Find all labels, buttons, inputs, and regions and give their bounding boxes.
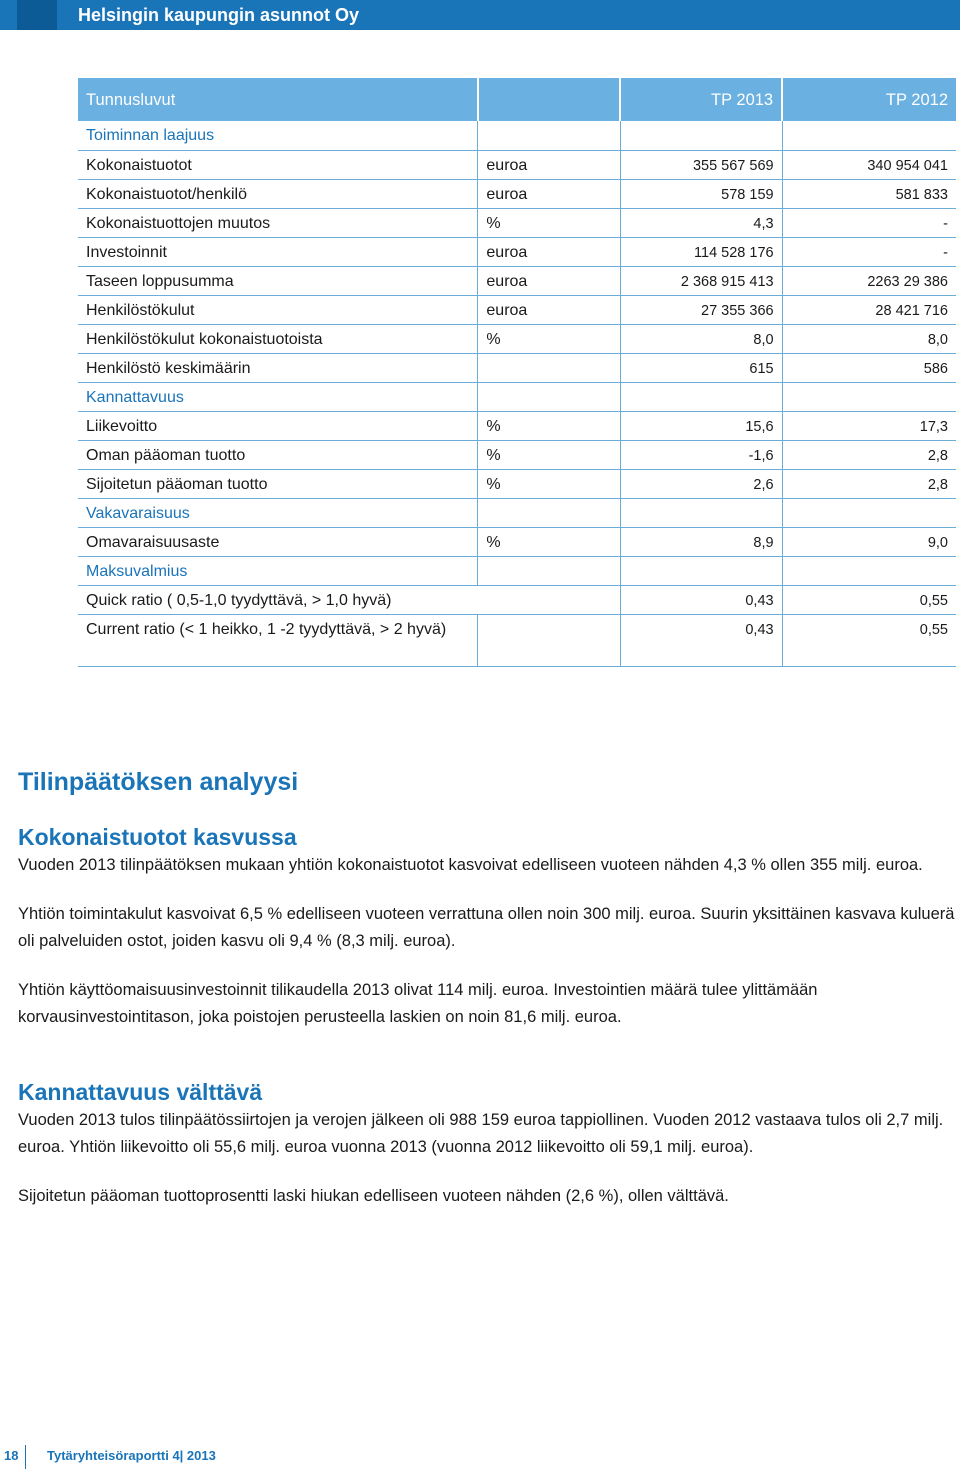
page-footer — [0, 1445, 960, 1467]
table-row — [78, 469, 956, 498]
row-unit: euroa — [478, 150, 620, 179]
row-unit: euroa — [478, 237, 620, 266]
section-label: Toiminnan laajuus — [86, 127, 215, 144]
table-row — [78, 179, 956, 208]
row-unit: % — [478, 527, 620, 556]
value-tp2012: 586 — [782, 353, 956, 382]
value-tp2012 — [782, 121, 956, 150]
table-section-row — [78, 498, 956, 527]
header-accent-block — [17, 0, 57, 30]
table-row — [78, 411, 956, 440]
row-label: Quick ratio ( 0,5-1,0 tyydyttävä, > 1,0 hyvä) — [86, 591, 392, 609]
row-label: Current ratio (< 1 heikko, 1 -2 tyydyttävä, > 2 hyvä) — [86, 620, 447, 638]
table-row — [78, 208, 956, 237]
row-unit — [478, 498, 620, 527]
row-unit: % — [478, 440, 620, 469]
value-tp2013: 578 159 — [620, 179, 782, 208]
value-tp2013 — [620, 382, 782, 411]
paragraph-result: Vuoden 2013 tulos tilinpäätössiirtojen ja verojen jälkeen oli 988 159 euroa tappiollinen. Vuoden 2012 vastaava tulos oli 2,7 milj. euroa. Yhtiön liikevoitto oli 55,6 milj. euroa vuonna 2013 (vuonna 2012 liikevoitto oli 59,1 milj. euroa). — [18, 1111, 944, 1156]
value-tp2013: 8,0 — [620, 324, 782, 353]
value-tp2013 — [620, 498, 782, 527]
value-tp2013: -1,6 — [620, 440, 782, 469]
value-tp2013: 114 528 176 — [620, 237, 782, 266]
analysis-heading: Tilinpäätöksen analyysi — [18, 768, 299, 796]
value-tp2013 — [620, 121, 782, 150]
row-label: Kokonaistuotot/henkilö — [86, 185, 247, 203]
table-row — [78, 353, 956, 382]
row-unit: euroa — [478, 266, 620, 295]
column-header-tp2012: TP 2012 — [782, 78, 956, 121]
row-label: Oman pääoman tuotto — [86, 446, 246, 464]
row-label: Taseen loppusumma — [86, 272, 234, 290]
value-tp2013: 2 368 915 413 — [620, 266, 782, 295]
row-label: Henkilöstökulut kokonaistuotoista — [86, 330, 323, 348]
table-section-row — [78, 121, 956, 150]
row-unit: % — [478, 324, 620, 353]
row-label: Henkilöstökulut — [86, 301, 195, 319]
table-section-row — [78, 382, 956, 411]
table-header-row — [78, 78, 956, 121]
page-number: 18 — [4, 1448, 19, 1463]
column-header-tp2013: TP 2013 — [620, 78, 782, 121]
value-tp2013: 8,9 — [620, 527, 782, 556]
value-tp2012: 0,55 — [782, 585, 956, 614]
paragraph-costs: Yhtiön toimintakulut kasvoivat 6,5 % edelliseen vuoteen verrattuna ollen noin 300 milj. euroa. Suurin yksittäinen kasvava kuluerä oli palveluiden ostot, joiden kasvu oli 9,4 % (8,3 milj. euroa). — [18, 905, 955, 950]
table-row — [78, 150, 956, 179]
value-tp2013: 27 355 366 — [620, 295, 782, 324]
value-tp2013: 15,6 — [620, 411, 782, 440]
row-unit: % — [478, 469, 620, 498]
table-section-row — [78, 556, 956, 585]
value-tp2012: 581 833 — [782, 179, 956, 208]
row-label: Investoinnit — [86, 243, 167, 261]
row-unit: euroa — [478, 295, 620, 324]
analysis-section — [18, 766, 958, 1210]
table-body — [78, 121, 956, 666]
row-label: Sijoitetun pääoman tuotto — [86, 475, 268, 493]
table-row — [78, 585, 956, 614]
key-figures-table — [78, 78, 956, 667]
value-tp2012: 2,8 — [782, 469, 956, 498]
column-header-label: Tunnusluvut — [78, 78, 478, 121]
table-row — [78, 614, 956, 666]
value-tp2013: 355 567 569 — [620, 150, 782, 179]
page-header-title: Helsingin kaupungin asunnot Oy — [78, 5, 360, 25]
row-unit — [478, 353, 620, 382]
subheading-revenue: Kokonaistuotot kasvussa — [18, 824, 297, 850]
value-tp2012: 340 954 041 — [782, 150, 956, 179]
value-tp2012: 2263 29 386 — [782, 266, 956, 295]
row-unit — [478, 121, 620, 150]
value-tp2012: 8,0 — [782, 324, 956, 353]
value-tp2012: 28 421 716 — [782, 295, 956, 324]
row-unit: % — [478, 208, 620, 237]
table-row — [78, 324, 956, 353]
row-unit — [478, 614, 620, 666]
column-header-unit — [478, 78, 620, 121]
footer-report-title: Tytäryhteisöraportti 4| 2013 — [47, 1448, 216, 1463]
paragraph-revenue: Vuoden 2013 tilinpäätöksen mukaan yhtiön kokonaistuotot kasvoivat edelliseen vuoteen nähden 4,3 % ollen 355 milj. euroa. — [18, 856, 923, 874]
value-tp2013: 4,3 — [620, 208, 782, 237]
row-label: Kokonaistuotot — [86, 156, 192, 174]
value-tp2013: 615 — [620, 353, 782, 382]
table-row — [78, 237, 956, 266]
value-tp2012 — [782, 556, 956, 585]
subheading-profitability: Kannattavuus välttävä — [18, 1079, 263, 1105]
value-tp2012 — [782, 382, 956, 411]
value-tp2013 — [620, 556, 782, 585]
row-unit — [478, 556, 620, 585]
paragraph-capital-return: Sijoitetun pääoman tuottoprosentti laski hiukan edelliseen vuoteen nähden (2,6 %), ollen välttävä. — [18, 1187, 729, 1205]
value-tp2012: - — [782, 208, 956, 237]
table-row — [78, 295, 956, 324]
footer-divider — [25, 1445, 26, 1469]
row-label: Liikevoitto — [86, 417, 158, 435]
value-tp2012 — [782, 498, 956, 527]
value-tp2012: - — [782, 237, 956, 266]
value-tp2013: 2,6 — [620, 469, 782, 498]
row-unit: % — [478, 411, 620, 440]
section-label: Kannattavuus — [86, 388, 184, 406]
section-label: Vakavaraisuus — [86, 504, 190, 522]
row-unit — [478, 382, 620, 411]
section-label: Maksuvalmius — [86, 562, 188, 580]
row-unit: euroa — [478, 179, 620, 208]
table-row — [78, 266, 956, 295]
value-tp2012: 0,55 — [782, 614, 956, 666]
table-row — [78, 440, 956, 469]
value-tp2012: 17,3 — [782, 411, 956, 440]
paragraph-investments: Yhtiön käyttöomaisuusinvestoinnit tilikaudella 2013 olivat 114 milj. euroa. Investointien määrä tulee ylittämään korvausinvestointitason, joka poistojen perusteella laskien on noin 81,6 milj. euroa. — [18, 981, 818, 1026]
table-row — [78, 527, 956, 556]
value-tp2012: 9,0 — [782, 527, 956, 556]
row-label: Omavaraisuusaste — [86, 533, 220, 551]
row-label: Kokonaistuottojen muutos — [86, 214, 271, 232]
header-bar — [0, 0, 960, 30]
value-tp2012: 2,8 — [782, 440, 956, 469]
value-tp2013: 0,43 — [620, 614, 782, 666]
value-tp2013: 0,43 — [620, 585, 782, 614]
row-label: Henkilöstö keskimäärin — [86, 359, 251, 377]
